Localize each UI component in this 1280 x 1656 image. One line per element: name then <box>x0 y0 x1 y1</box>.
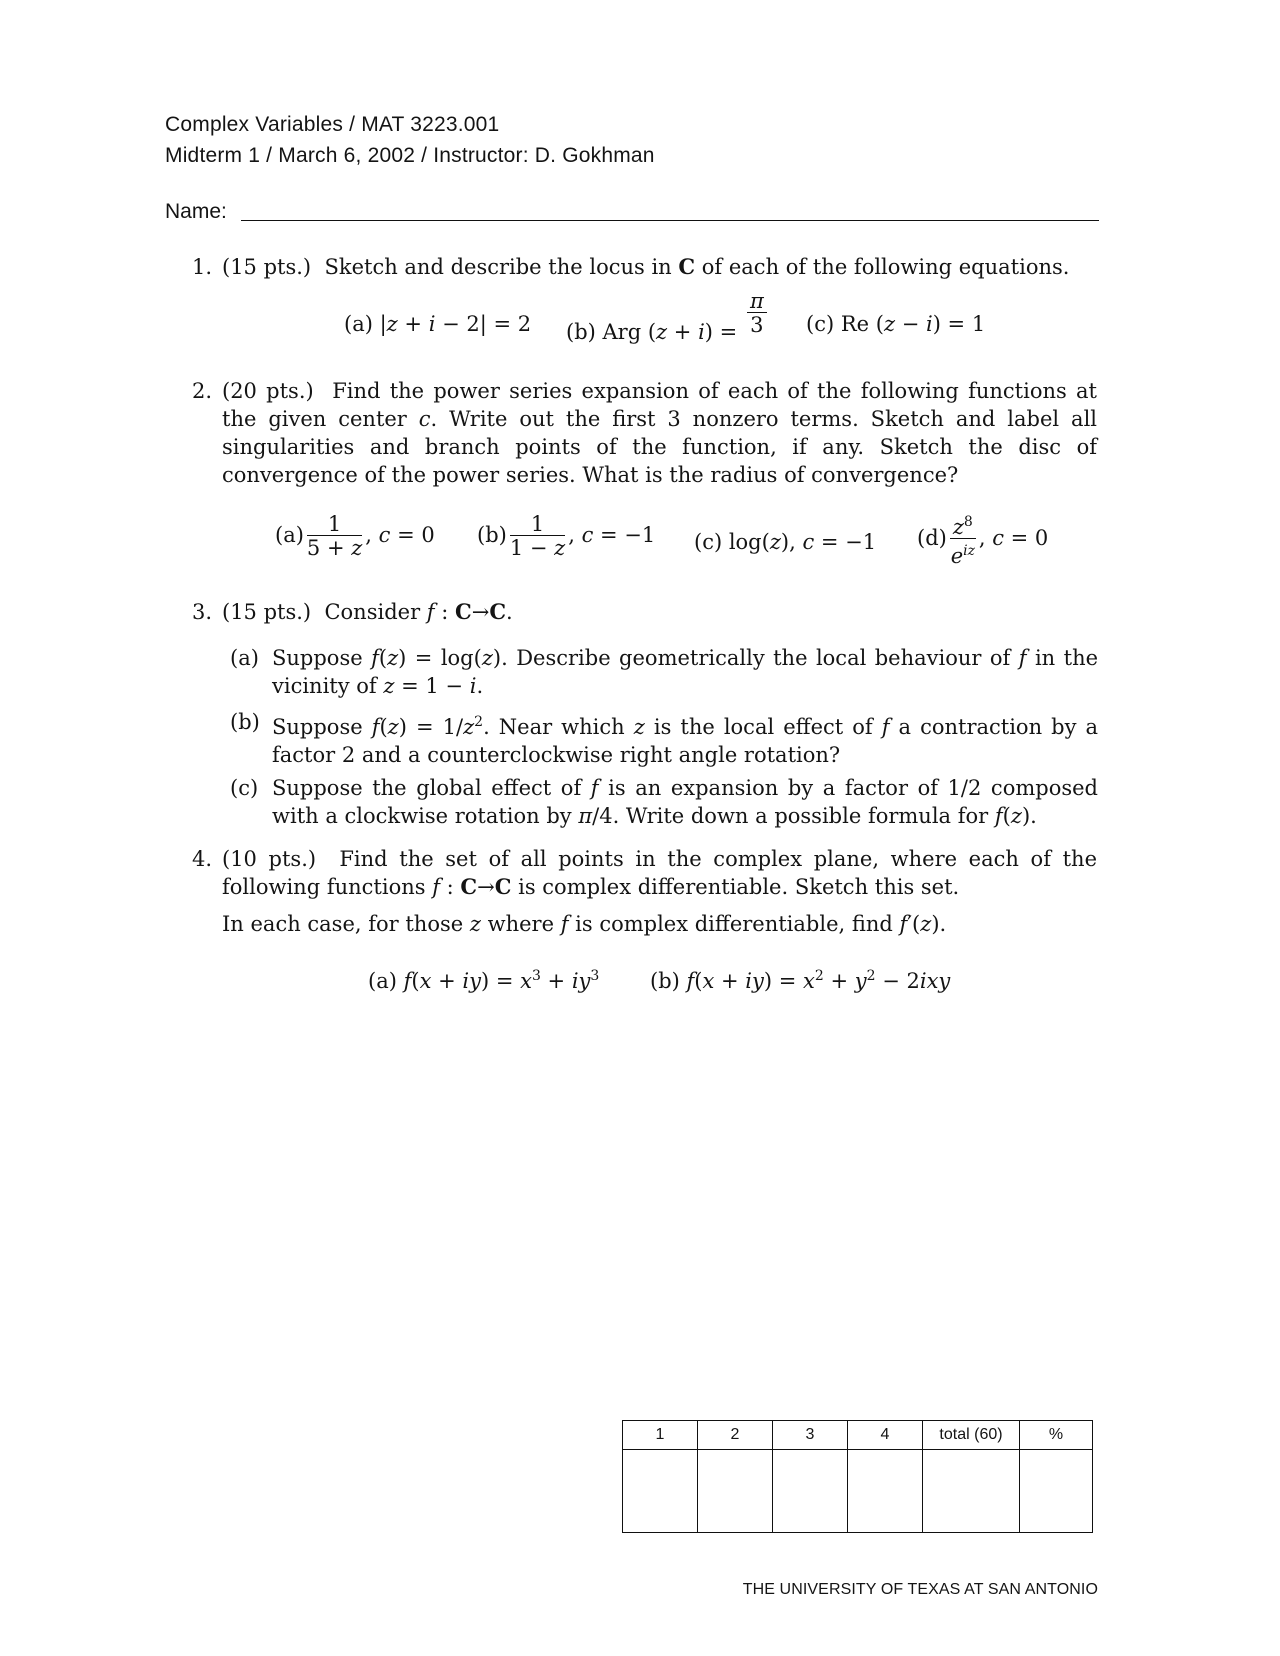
score-header-1: 1 <box>623 1421 698 1450</box>
course-title: Complex Variables / MAT 3223.001 <box>165 113 500 136</box>
score-header-3: 3 <box>773 1421 848 1450</box>
q2-part-c: (c) log(z), c = −1 <box>694 530 877 554</box>
q2-part-d: (d) $\frac{z^8}{e^{iz}}$ , c = 0 <box>917 511 1048 568</box>
score-cell-total[interactable] <box>923 1450 1020 1533</box>
q2-part-a: (a) $\frac{1}{5 + z}$ , c = 0 <box>275 512 435 560</box>
score-cell-percent[interactable] <box>1020 1450 1093 1533</box>
question-text: (15 pts.) Consider f : C→C. <box>222 599 513 624</box>
question-number: 3. <box>192 600 213 624</box>
question-number: 1. <box>192 255 213 279</box>
question-text: (10 pts.) Find the set of all points in the complex plane, where each of the following functions f : C→C is complex differentiable. Sketch this set. <box>222 847 1097 899</box>
q1-part-b: (b) Arg (z + i) = $\frac{\pi}{3}$ <box>566 294 770 341</box>
score-cell-4[interactable] <box>848 1450 923 1533</box>
score-cell-1[interactable] <box>623 1450 698 1533</box>
score-table-header <box>623 1421 1093 1450</box>
name-line <box>241 220 1099 221</box>
q3-part-b: (b) Suppose $f(z) = 1/z^2$. Near which z is the local effect of f a contraction by a factor 2 and a counterclockwise right angle rotation? <box>230 710 1099 767</box>
q2-part-b: (b) $\frac{1}{1 - z}$ , c = −1 <box>477 512 656 560</box>
q4-part-b: (b) $f(x + iy) = x^2 + y^2 - 2ixy$ <box>650 968 951 993</box>
university-footer: THE UNIVERSITY OF TEXAS AT SAN ANTONIO <box>742 1581 1098 1598</box>
question-text: (15 pts.) Sketch and describe the locus in C of each of the following equations. <box>222 254 1070 279</box>
question-text: (20 pts.) Find the power series expansion of each of the following functions at the given center c. Write out the first 3 nonzero terms. Sketch and label all singularities and branch points of the function, if any. Sketch the disc of convergence of the power series. What is the radius of convergence? <box>222 379 1097 487</box>
exam-info: Midterm 1 / March 6, 2002 / Instructor: D. Gokhman <box>165 144 655 167</box>
score-header-2: 2 <box>698 1421 773 1450</box>
q3-part-a: (a) Suppose f(z) = log(z). Describe geometrically the local behaviour of f in the vicinity of z = 1 − i. <box>230 646 1099 698</box>
q1-part-c: (c) Re (z − i) = 1 <box>806 312 986 336</box>
name-label: Name: <box>165 200 227 223</box>
score-header-percent: % <box>1020 1421 1093 1450</box>
question-number: 4. <box>192 847 213 871</box>
score-header-total: total (60) <box>923 1421 1020 1450</box>
score-cell-3[interactable] <box>773 1450 848 1533</box>
q4-part-a: (a) $f(x + iy) = x^3 + iy^3$ <box>368 968 600 993</box>
score-header-4: 4 <box>848 1421 923 1450</box>
question-number: 2. <box>192 379 213 403</box>
question-text-2: In each case, for those z where f is complex differentiable, find f′(z). <box>222 912 947 936</box>
q3-part-c: (c) Suppose the global effect of f is an expansion by a factor of 1/2 composed with a clockwise rotation by π/4. Write down a possible formula for f(z). <box>230 776 1098 828</box>
score-table-body <box>623 1450 1093 1533</box>
score-cell-2[interactable] <box>698 1450 773 1533</box>
score-table <box>622 1420 1093 1533</box>
q1-part-a: (a) |z + i − 2| = 2 <box>344 312 532 336</box>
